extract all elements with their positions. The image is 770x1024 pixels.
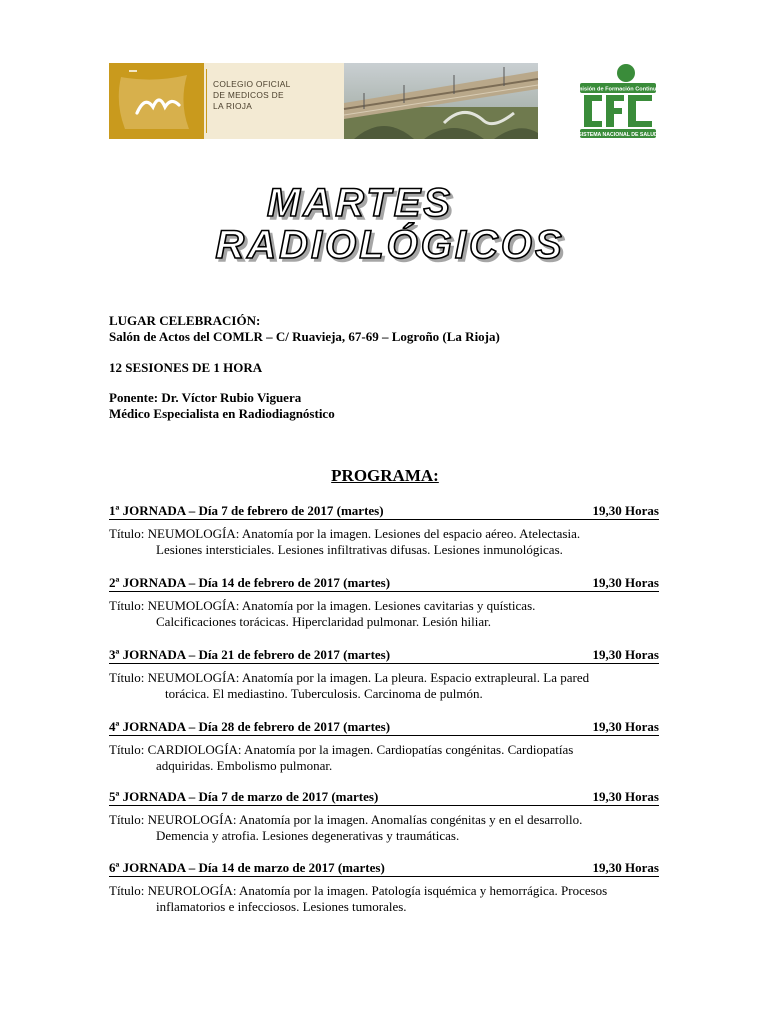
banner-divider [206,69,207,133]
jornada-desc-line1: Título: NEUMOLOGÍA: Anatomía por la imagen. La pleura. Espacio extrapleural. La pared [109,670,590,685]
cfc-logo [569,63,667,143]
cfc-top-text: Comisión de Formación Continuada [569,86,667,93]
jornada-description [109,598,659,630]
college-name-line2: DE MEDICOS DE [213,90,284,100]
jornada-desc-line2: Lesiones intersticiales. Lesiones infiltrativas difusas. Lesiones inmunológicas. [156,542,563,557]
jornada-header [109,860,659,877]
college-banner [109,63,538,139]
jornada-header [109,503,659,520]
place-value: Salón de Actos del COMLR – C/ Ruavieja, 67-69 – Logroño (La Rioja) [109,329,500,344]
jornada-title: 5ª JORNADA – Día 7 de marzo de 2017 (martes) [109,789,379,804]
jornada-time: 19,30 Horas [592,503,659,518]
jornada-description [109,742,659,774]
jornada-desc-line1: Título: NEUMOLOGÍA: Anatomía por la imagen. Lesiones del espacio aéreo. Atelectasia. [109,526,581,541]
jornada-header [109,719,659,736]
jornada-item [109,860,659,915]
jornada-desc-line1: Título: NEUROLOGÍA: Anatomía por la imagen. Anomalías congénitas y en el desarrollo. [109,812,583,827]
college-name-line3: LA RIOJA [213,101,253,111]
jornada-desc-line2: adquiridas. Embolismo pulmonar. [156,758,333,773]
jornada-desc-line2: torácica. El mediastino. Tuberculosis. Carcinoma de pulmón. [165,686,483,701]
jornada-desc-line1: Título: CARDIOLOGÍA: Anatomía por la imagen. Cardiopatías congénitas. Cardiopatías [109,742,574,757]
jornada-desc-line1: Título: NEUROLOGÍA: Anatomía por la imagen. Patología isquémica y hemorrágica. Procesos [109,883,608,898]
title-line1: MARTES [266,181,454,225]
program-title: PROGRAMA: [331,466,439,485]
jornada-item [109,503,659,558]
jornada-description [109,883,659,915]
jornada-title: 2ª JORNADA – Día 14 de febrero de 2017 (martes) [109,575,391,590]
jornada-time: 19,30 Horas [592,647,659,662]
speaker-role: Médico Especialista en Radiodiagnóstico [109,406,335,421]
sessions-count: 12 SESIONES DE 1 HORA [109,360,263,375]
jornada-description [109,812,659,844]
jornada-description [109,526,659,558]
jornada-time: 19,30 Horas [592,860,659,875]
speaker-name: Ponente: Dr. Víctor Rubio Viguera [109,390,302,405]
jornada-item [109,575,659,630]
college-logo-block [109,63,204,139]
jornada-title: 1ª JORNADA – Día 7 de febrero de 2017 (martes) [109,503,384,518]
jornada-item [109,789,659,844]
jornada-title: 3ª JORNADA – Día 21 de febrero de 2017 (martes) [109,647,391,662]
jornada-desc-line2: Demencia y atrofia. Lesiones degenerativas y traumáticas. [156,828,460,843]
jornada-time: 19,30 Horas [592,575,659,590]
place-label: LUGAR CELEBRACIÓN: [109,313,261,328]
jornada-header [109,575,659,592]
title-line2: RADIOLÓGICOS [215,223,565,267]
jornada-time: 19,30 Horas [592,719,659,734]
page-title [150,178,630,268]
jornada-item [109,647,659,702]
jornada-time: 19,30 Horas [592,789,659,804]
jornada-title: 6ª JORNADA – Día 14 de marzo de 2017 (martes) [109,860,385,875]
jornada-desc-line2: inflamatorios e infecciosos. Lesiones tumorales. [156,899,407,914]
college-logo-icon [109,63,204,139]
cfc-dot-icon [617,64,635,82]
jornada-item [109,719,659,774]
college-name [213,79,291,112]
jornada-description [109,670,659,702]
jornada-header [109,789,659,806]
bridge-photo [344,63,538,139]
cfc-bottom-text: SISTEMA NACIONAL DE SALUD [578,132,658,138]
jornada-header [109,647,659,664]
jornada-desc-line2: Calcificaciones torácicas. Hiperclaridad pulmonar. Lesión hiliar. [156,614,491,629]
program-heading [0,466,770,486]
college-name-line1: COLEGIO OFICIAL [213,79,291,89]
jornada-title: 4ª JORNADA – Día 28 de febrero de 2017 (martes) [109,719,391,734]
jornada-desc-line1: Título: NEUMOLOGÍA: Anatomía por la imagen. Lesiones cavitarias y quísticas. [109,598,536,613]
